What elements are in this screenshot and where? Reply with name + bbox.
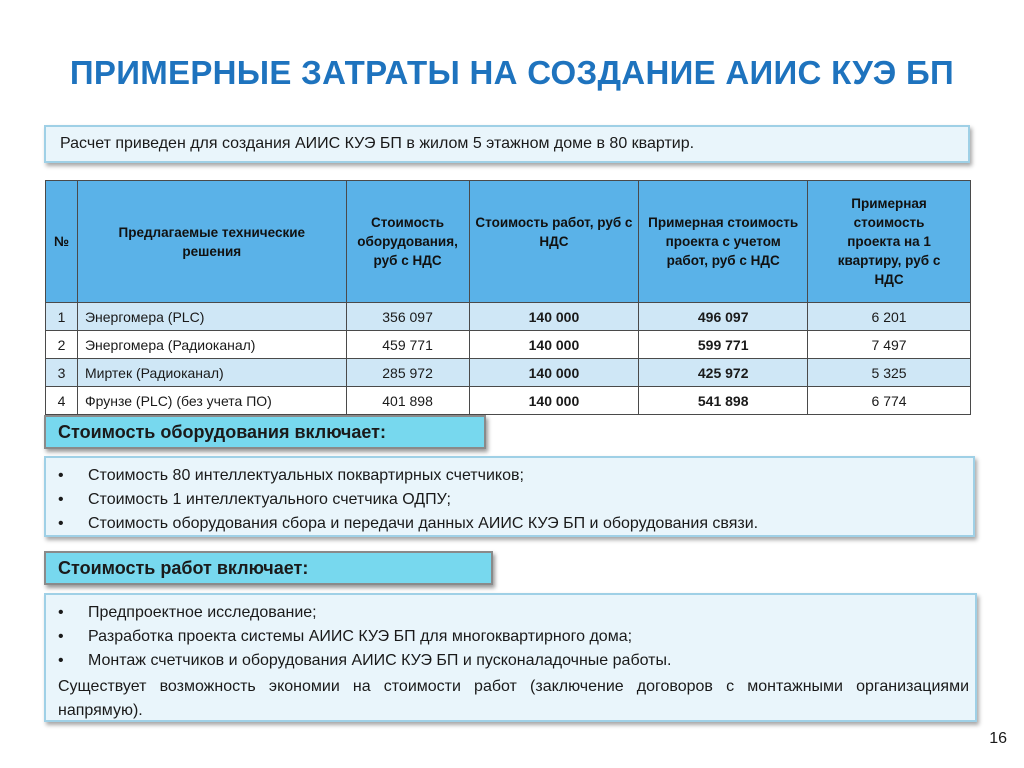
- header-project-cost: Примерная стоимость проекта с учетом работ, руб с НДС: [639, 181, 808, 303]
- cell-equipment-cost: 459 771: [346, 331, 469, 359]
- list-item-text: Разработка проекта системы АИИС КУЭ БП для многоквартирного дома;: [88, 628, 633, 645]
- cell-solution: Миртек (Радиоканал): [77, 359, 346, 387]
- intro-text: Расчет приведен для создания АИИС КУЭ БП в жилом 5 этажном доме в 80 квартир.: [60, 135, 695, 152]
- header-cost-per-apartment: Примерная стоимость проекта на 1 квартиру, руб с НДС: [808, 181, 971, 303]
- bullet-icon: •: [58, 652, 64, 669]
- cell-project-cost: 425 972: [639, 359, 808, 387]
- page-title: ПРИМЕРНЫЕ ЗАТРАТЫ НА СОЗДАНИЕ АИИС КУЭ БП: [69, 54, 955, 91]
- list-item: [46, 649, 975, 673]
- list-item-text: Предпроектное исследование;: [88, 604, 317, 621]
- list-item-text: Стоимость 80 интеллектуальных поквартирных счетчиков;: [88, 467, 524, 484]
- list-item-text: Стоимость 1 интеллектуального счетчика ОДПУ;: [88, 491, 451, 508]
- cell-cost-per-apartment: 5 325: [808, 359, 971, 387]
- cell-works-cost: 140 000: [469, 387, 639, 415]
- cost-table: [45, 180, 971, 415]
- cell-project-cost: 599 771: [639, 331, 808, 359]
- cell-number: 1: [46, 303, 78, 331]
- bullet-icon: •: [58, 628, 64, 645]
- header-solution: Предлагаемые технические решения: [77, 181, 346, 303]
- list-item: [46, 512, 973, 536]
- cell-solution: Энергомера (PLC): [77, 303, 346, 331]
- cell-number: 4: [46, 387, 78, 415]
- header-equipment-cost: Стоимость оборудования, руб с НДС: [346, 181, 469, 303]
- equipment-list: [46, 464, 973, 536]
- cell-works-cost: 140 000: [469, 331, 639, 359]
- list-item-text: Монтаж счетчиков и оборудования АИИС КУЭ БП и пусконаладочные работы.: [88, 652, 672, 669]
- header-number: №: [46, 181, 78, 303]
- header-works-cost: Стоимость работ, руб с НДС: [469, 181, 639, 303]
- table-row: [46, 359, 971, 387]
- page-number: 16: [989, 730, 1007, 747]
- cell-project-cost: 496 097: [639, 303, 808, 331]
- list-item: [46, 601, 975, 625]
- savings-note: Существует возможность экономии на стоимости работ (заключение договоров с монтажными организациями напрямую).: [58, 678, 969, 719]
- cell-number: 2: [46, 331, 78, 359]
- cell-works-cost: 140 000: [469, 303, 639, 331]
- works-list: [46, 601, 975, 673]
- list-item: [46, 488, 973, 512]
- table-row: [46, 387, 971, 415]
- cell-solution: Фрунзе (PLC) (без учета ПО): [77, 387, 346, 415]
- list-item: [46, 464, 973, 488]
- list-item-text: Стоимость оборудования сбора и передачи данных АИИС КУЭ БП и оборудования связи.: [88, 515, 759, 532]
- equipment-list-box: [44, 456, 975, 537]
- bullet-icon: •: [58, 491, 64, 508]
- table-row: [46, 303, 971, 331]
- table-header-row: [46, 181, 971, 303]
- works-section-header: Стоимость работ включает:: [44, 551, 493, 585]
- cell-equipment-cost: 401 898: [346, 387, 469, 415]
- cell-works-cost: 140 000: [469, 359, 639, 387]
- cell-equipment-cost: 356 097: [346, 303, 469, 331]
- cell-solution: Энергомера (Радиоканал): [77, 331, 346, 359]
- bullet-icon: •: [58, 515, 64, 532]
- bullet-icon: •: [58, 604, 64, 621]
- cell-cost-per-apartment: 7 497: [808, 331, 971, 359]
- cell-equipment-cost: 285 972: [346, 359, 469, 387]
- cell-number: 3: [46, 359, 78, 387]
- table-row: [46, 331, 971, 359]
- cell-project-cost: 541 898: [639, 387, 808, 415]
- intro-box: [44, 125, 970, 163]
- works-list-box: [44, 593, 977, 722]
- cell-cost-per-apartment: 6 774: [808, 387, 971, 415]
- cell-cost-per-apartment: 6 201: [808, 303, 971, 331]
- equipment-section-header: Стоимость оборудования включает:: [44, 415, 486, 449]
- bullet-icon: •: [58, 467, 64, 484]
- list-item: [46, 625, 975, 649]
